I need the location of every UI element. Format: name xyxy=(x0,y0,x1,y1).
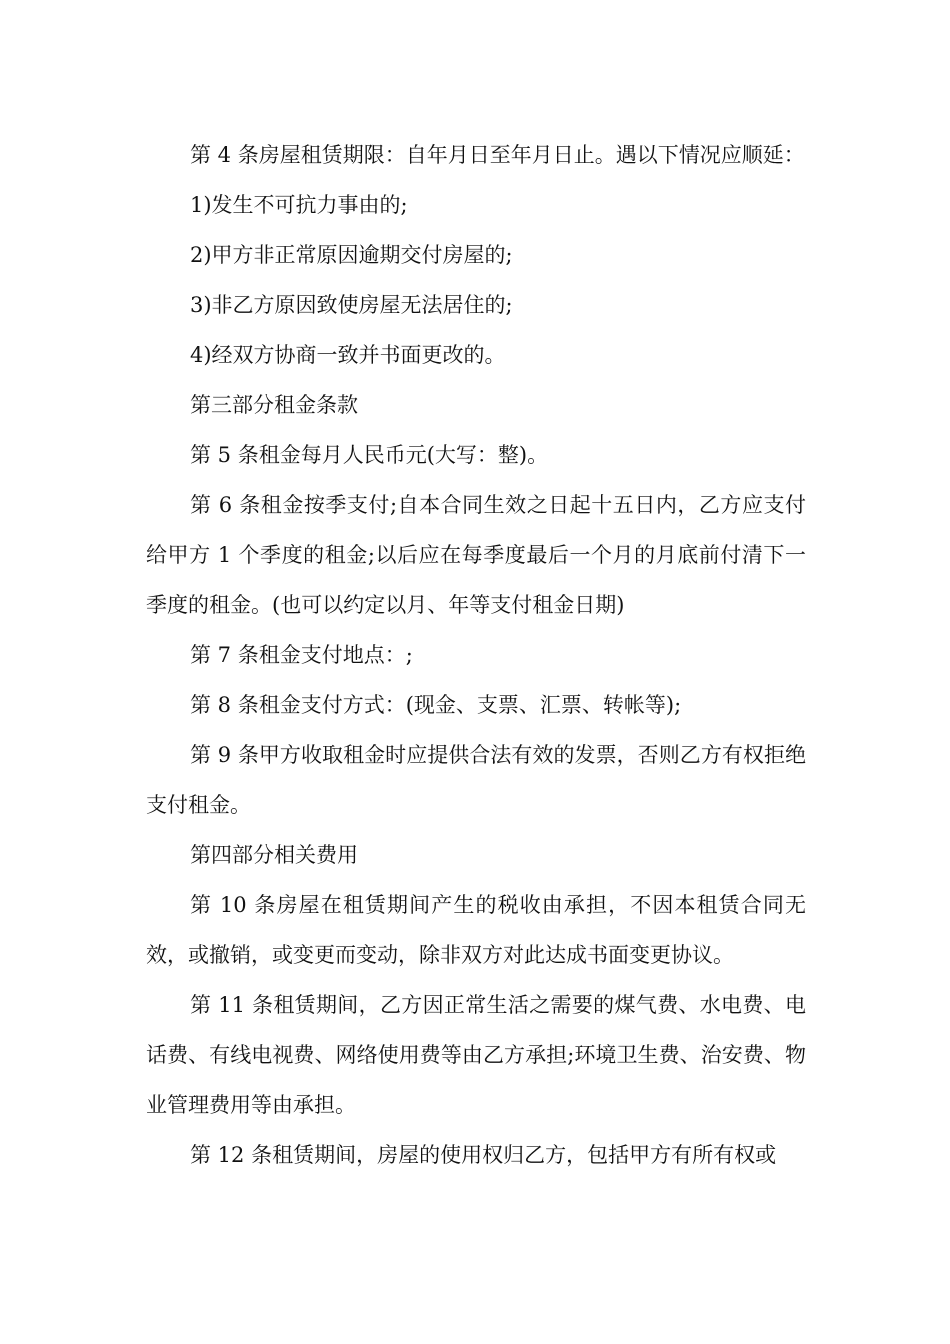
paragraph-item-4: 4)经双方协商一致并书面更改的。 xyxy=(190,343,506,367)
paragraph-article-5: 第 5 条租金每月人民币元(大写：整)。 xyxy=(190,443,549,467)
paragraph-article-11: 第 11 条租赁期间，乙方因正常生活之需要的煤气费、水电费、电话费、有线电视费、网络使用费等由乙方承担;环境卫生费、治安费、物业管理费用等由承担。 xyxy=(146,993,806,1117)
section-heading-rent: 第三部分租金条款 xyxy=(190,393,358,417)
paragraph-article-4: 第 4 条房屋租赁期限：自年月日至年月日止。遇以下情况应顺延： xyxy=(190,143,805,167)
paragraph-article-7: 第 7 条租金支付地点：; xyxy=(190,643,413,667)
paragraph-article-12: 第 12 条租赁期间，房屋的使用权归乙方，包括甲方有所有权或 xyxy=(190,1143,777,1167)
document-body xyxy=(146,130,806,1180)
paragraph-item-3: 3)非乙方原因致使房屋无法居住的; xyxy=(190,293,513,317)
paragraph-article-8: 第 8 条租金支付方式：(现金、支票、汇票、转帐等); xyxy=(190,693,682,717)
section-heading-fees: 第四部分相关费用 xyxy=(190,843,358,867)
paragraph-item-2: 2)甲方非正常原因逾期交付房屋的; xyxy=(190,243,513,267)
paragraph-item-1: 1)发生不可抗力事由的; xyxy=(190,193,408,217)
paragraph-article-9: 第 9 条甲方收取租金时应提供合法有效的发票，否则乙方有权拒绝支付租金。 xyxy=(146,743,806,817)
paragraph-article-6: 第 6 条租金按季支付;自本合同生效之日起十五日内，乙方应支付给甲方 1 个季度的租金;以后应在每季度最后一个月的月底前付清下一季度的租金。(也可以约定以月、年等支付租金日期) xyxy=(146,493,806,617)
paragraph-article-10: 第 10 条房屋在租赁期间产生的税收由承担，不因本租赁合同无效，或撤销，或变更而变动，除非双方对此达成书面变更协议。 xyxy=(146,893,806,967)
